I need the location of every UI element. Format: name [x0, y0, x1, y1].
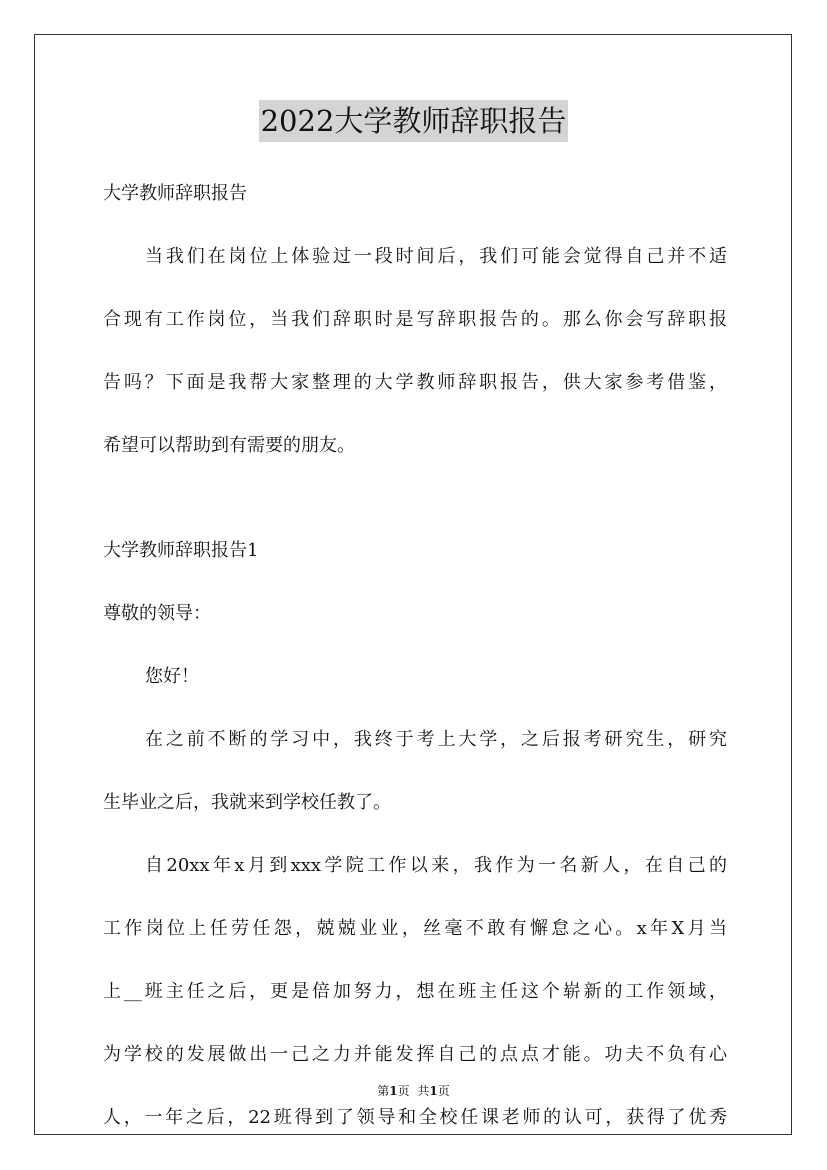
- spacer: [103, 698, 727, 719]
- subtitle: 大学教师辞职报告: [103, 183, 247, 204]
- spacer: [103, 887, 727, 908]
- spacer: [103, 572, 727, 593]
- intro-line-3: 告吗？下面是我帮大家整理的大学教师辞职报告，供大家参考借鉴，: [103, 372, 727, 393]
- intro-line-4: 希望可以帮助到有需要的朋友。: [103, 435, 355, 456]
- para1-line-1: 在之前不断的学习中，我终于考上大学，之后报考研究生，研究: [145, 729, 727, 750]
- total-suffix: 页: [437, 1084, 450, 1098]
- intro-line-2: 合现有工作岗位，当我们辞职时是写辞职报告的。那么你会写辞职报: [103, 309, 727, 330]
- para2-line-5: 人，一年之后，22班得到了领导和全校任课老师的认可，获得了优秀: [103, 1107, 727, 1128]
- section-heading: 大学教师辞职报告1: [103, 540, 259, 561]
- para2-line-2: 工作岗位上任劳任怨，兢兢业业，丝毫不敢有懈怠之心。x年X月当: [103, 918, 727, 939]
- spacer: [103, 341, 727, 362]
- page-footer: [0, 1082, 827, 1100]
- spacer: [103, 761, 727, 782]
- salutation: 尊敬的领导：: [103, 603, 211, 624]
- para2-line-3: 上__班主任之后，更是倍加努力，想在班主任这个崭新的工作领域，: [103, 981, 727, 1002]
- document-body: [103, 173, 727, 1139]
- para2-line-1: 自20xx年x月到xxx学院工作以来，我作为一名新人，在自己的: [145, 855, 727, 876]
- spacer: [103, 1013, 727, 1034]
- page-prefix: 第: [377, 1084, 390, 1098]
- greeting: 您好！: [145, 666, 199, 687]
- spacer: [103, 215, 727, 236]
- spacer: [103, 635, 727, 656]
- total-prefix: 共: [417, 1084, 430, 1098]
- spacer: [103, 824, 727, 845]
- total-pages: 1: [429, 1084, 438, 1098]
- page-suffix: 页: [397, 1084, 410, 1098]
- spacer: [103, 278, 727, 299]
- document-title: 2022大学教师辞职报告: [259, 100, 569, 142]
- page-number: 1: [389, 1084, 398, 1098]
- spacer: [103, 404, 727, 425]
- para1-line-2: 生毕业之后，我就来到学校任教了。: [103, 792, 391, 813]
- spacer: [103, 950, 727, 971]
- para2-line-4: 为学校的发展做出一己之力并能发挥自己的点点才能。功夫不负有心: [103, 1044, 727, 1065]
- spacer: [103, 467, 727, 530]
- title-container: [0, 100, 827, 142]
- intro-line-1: 当我们在岗位上体验过一段时间后，我们可能会觉得自己并不适: [145, 246, 727, 267]
